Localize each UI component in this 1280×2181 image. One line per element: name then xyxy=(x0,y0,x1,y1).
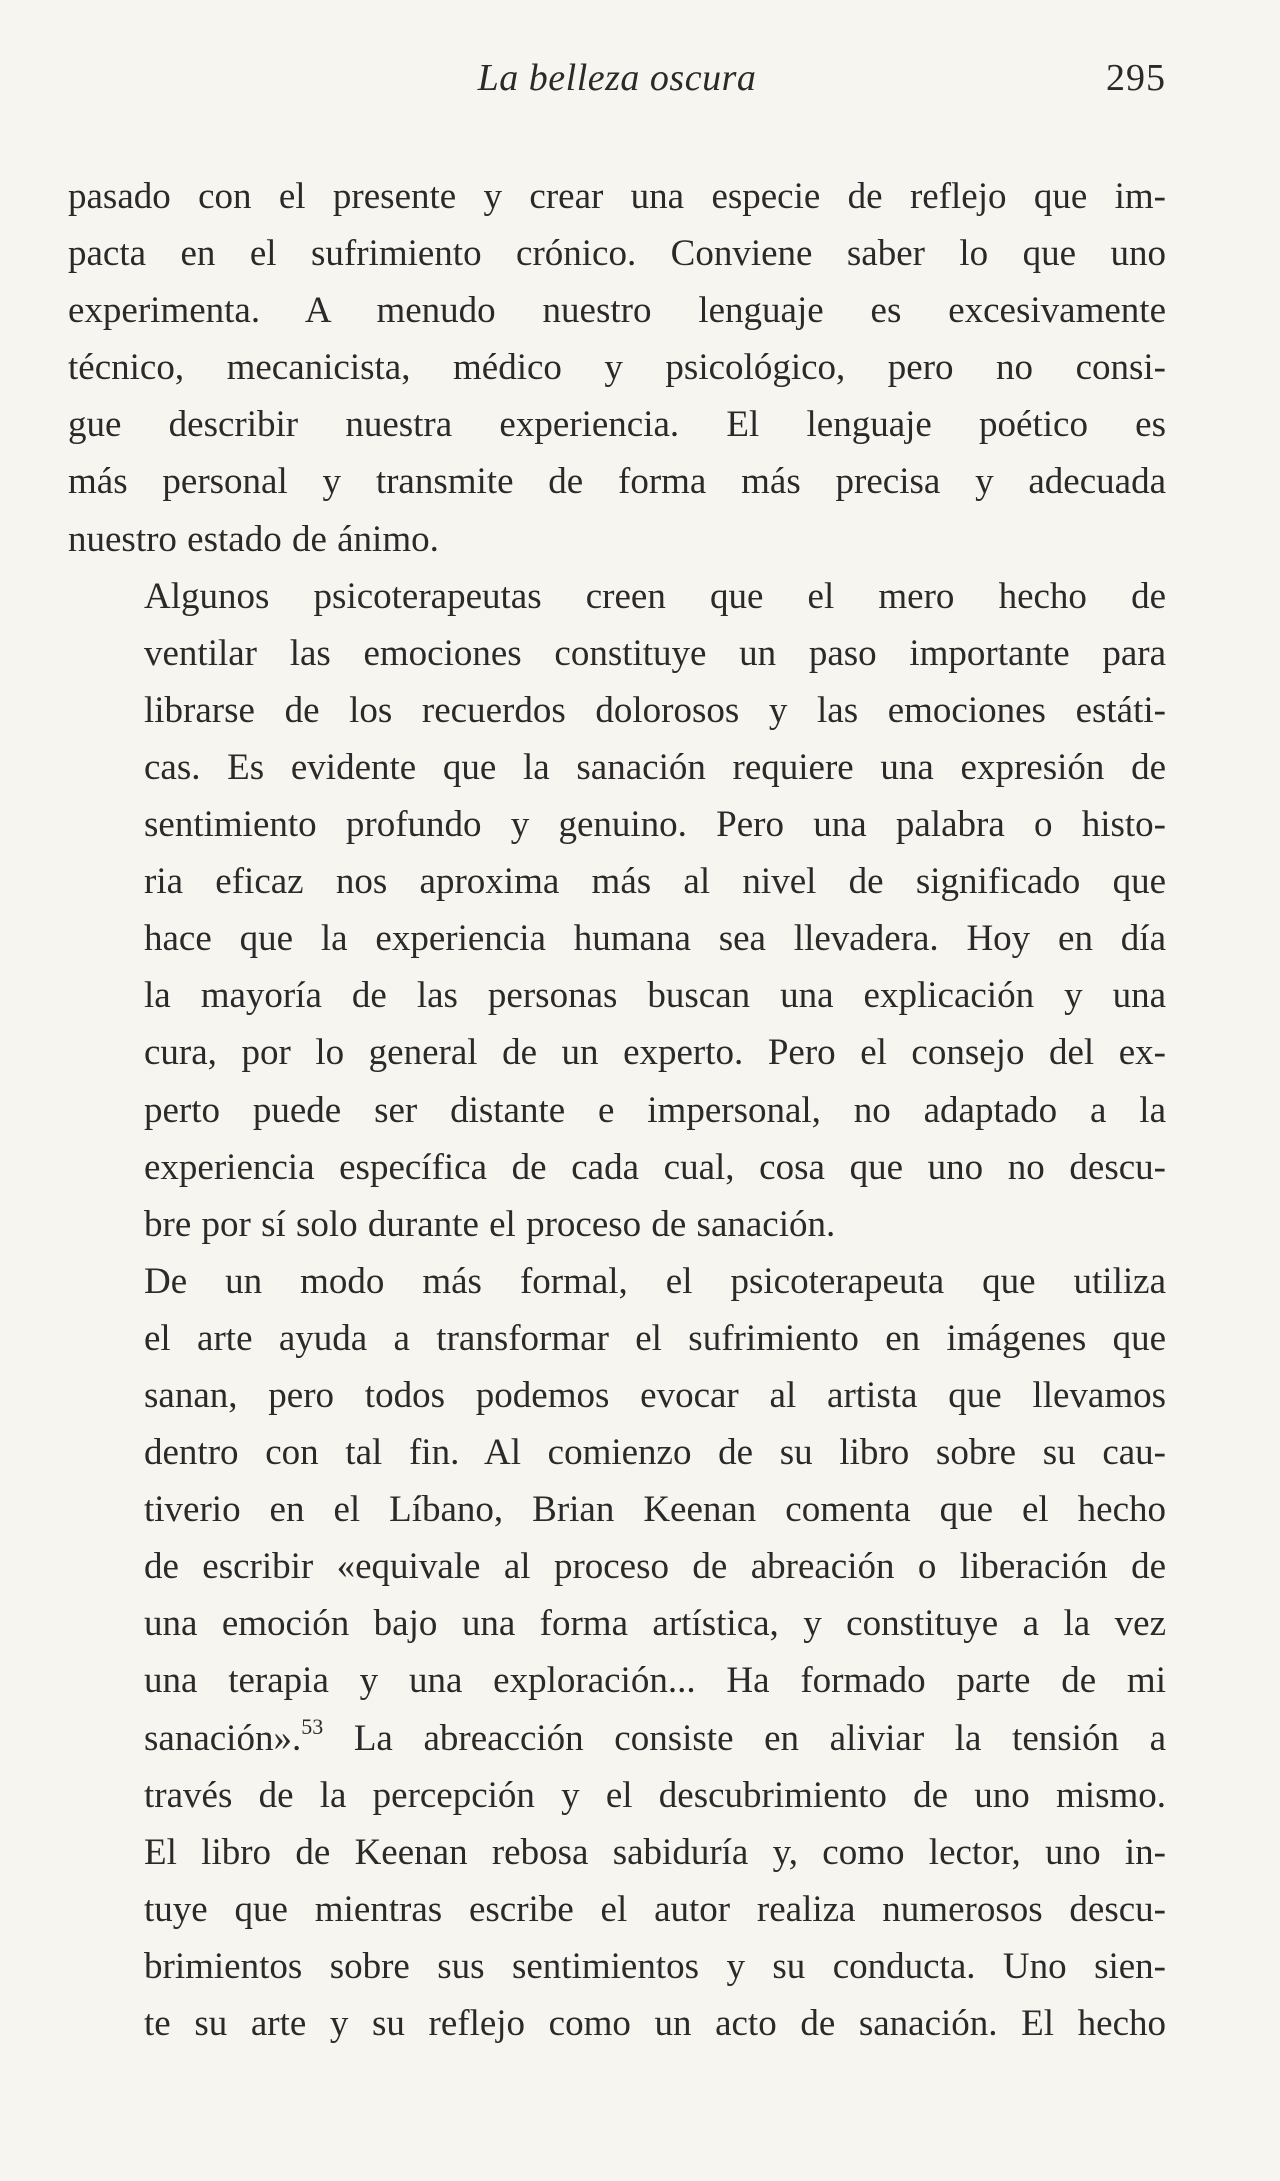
text-line: tiverio en el Líbano, Brian Keenan comenta que el hecho xyxy=(144,1489,1166,1531)
text-line: librarse de los recuerdos dolorosos y las emociones estáti- xyxy=(144,689,1166,731)
text-line: pacta en el sufrimiento crónico. Conviene saber lo que uno xyxy=(68,233,1166,275)
text-line: perto puede ser distante e impersonal, no adaptado a la xyxy=(144,1089,1166,1131)
text-line: El libro de Keenan rebosa sabiduría y, como lector, uno in- xyxy=(144,1831,1166,1873)
text-line: experiencia específica de cada cual, cosa que uno no descu- xyxy=(144,1146,1166,1188)
text-line: más personal y transmite de forma más precisa y adecuada xyxy=(68,461,1166,503)
text-line: cas. Es evidente que la sanación requiere una expresión de xyxy=(144,746,1166,788)
text-line: hace que la experiencia humana sea llevadera. Hoy en día xyxy=(144,918,1166,960)
text-line: el arte ayuda a transformar el sufrimiento en imágenes que xyxy=(144,1317,1166,1359)
text-line: sanan, pero todos podemos evocar al artista que llevamos xyxy=(144,1374,1166,1416)
text-line: ria eficaz nos aproxima más al nivel de significado que xyxy=(144,861,1166,903)
text-line: través de la percepción y el descubrimiento de uno mismo. xyxy=(144,1774,1166,1816)
paragraph-1 xyxy=(68,168,1166,568)
text-line: bre por sí solo durante el proceso de sanación. xyxy=(144,1203,836,1245)
text-line: nuestro estado de ánimo. xyxy=(68,518,439,560)
text-line-with-footnote xyxy=(68,1710,1166,1767)
text-line: cura, por lo general de un experto. Pero el consejo del ex- xyxy=(144,1032,1166,1074)
text-line: De un modo más formal, el psicoterapeuta que utiliza xyxy=(144,1260,1166,1302)
text-line: gue describir nuestra experiencia. El lenguaje poético es xyxy=(68,404,1166,446)
text-line: tuye que mientras escribe el autor realiza numerosos descu- xyxy=(144,1888,1166,1930)
text-line: brimientos sobre sus sentimientos y su conducta. Uno sien- xyxy=(144,1945,1166,1987)
quote-end: sanación». xyxy=(144,1717,302,1759)
text-line: técnico, mecanicista, médico y psicológico, pero no consi- xyxy=(68,347,1166,389)
text-line: pasado con el presente y crear una especie de reflejo que im- xyxy=(68,176,1166,217)
paragraph-3 xyxy=(68,1253,1166,2052)
text-line: Algunos psicoterapeutas creen que el mero hecho de xyxy=(144,575,1166,617)
page-number: 295 xyxy=(1106,57,1166,99)
running-head xyxy=(68,52,1166,108)
paragraph-2 xyxy=(68,568,1166,1253)
text-line: una terapia y una exploración... Ha formado parte de mi xyxy=(144,1660,1166,1702)
running-title: La belleza oscura xyxy=(477,57,757,99)
text-line: sentimiento profundo y genuino. Pero una palabra o histo- xyxy=(144,804,1166,846)
text-line: dentro con tal fin. Al comienzo de su libro sobre su cau- xyxy=(144,1432,1166,1474)
text-line: la mayoría de las personas buscan una explicación y una xyxy=(144,975,1166,1017)
text-line: te su arte y su reflejo como un acto de sanación. El hecho xyxy=(144,2003,1166,2044)
sentence-text: La abreacción consiste en aliviar la tensión a xyxy=(323,1717,1166,1759)
text-line: experimenta. A menudo nuestro lenguaje es excesivamente xyxy=(68,290,1166,332)
text-line: ventilar las emociones constituye un paso importante para xyxy=(144,632,1166,674)
footnote-reference: 53 xyxy=(301,1713,324,1739)
text-line: una emoción bajo una forma artística, y constituye a la vez xyxy=(144,1603,1166,1645)
body-text xyxy=(68,168,1166,2052)
text-line: de escribir «equivale al proceso de abreación o liberación de xyxy=(144,1546,1166,1588)
